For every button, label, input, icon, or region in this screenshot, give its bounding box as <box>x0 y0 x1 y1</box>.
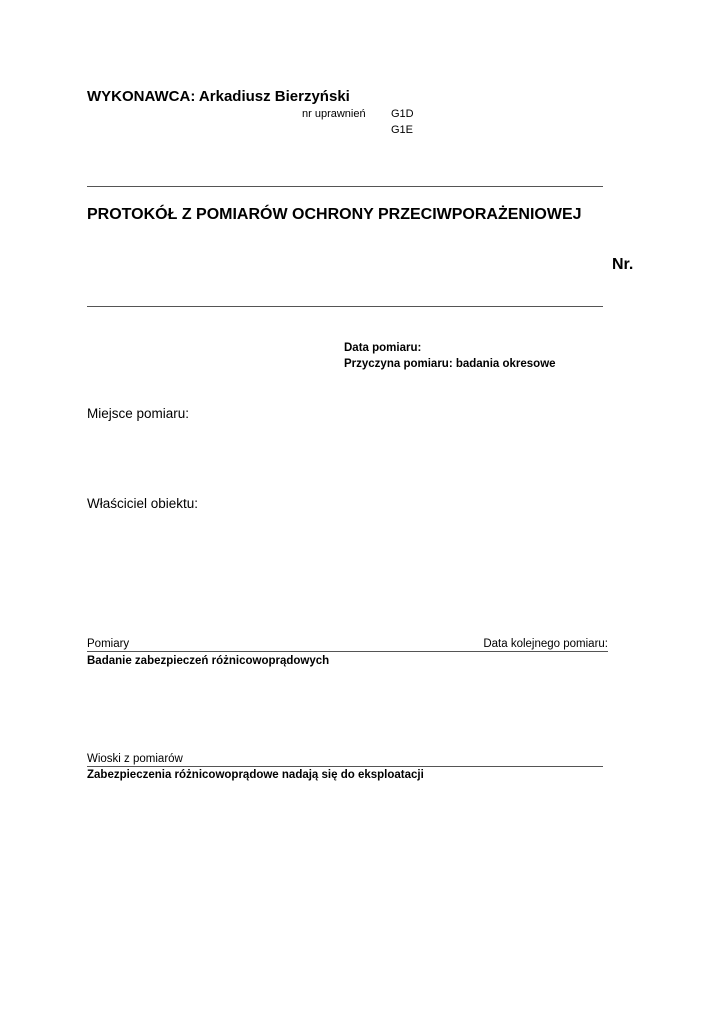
divider-middle <box>87 306 603 307</box>
license-code-1: G1D <box>391 108 414 120</box>
license-code-2: G1E <box>391 124 414 136</box>
next-measurement-date-label: Data kolejnego pomiaru: <box>483 638 608 650</box>
measurement-reason: Przyczyna pomiaru: badania okresowe <box>344 358 556 370</box>
conclusions-label: Wioski z pomiarów <box>87 753 183 765</box>
measurement-place-label: Miejsce pomiaru: <box>87 406 190 421</box>
measurements-label: Pomiary <box>87 638 130 650</box>
conclusions-header-row <box>87 751 603 767</box>
license-label: nr uprawnień <box>302 108 366 120</box>
contractor-name: WYKONAWCA: Arkadiusz Bierzyński <box>87 88 350 105</box>
measurements-header-row <box>87 636 608 652</box>
object-owner-label: Właściciel obiektu: <box>87 496 199 511</box>
protocol-number-label: Nr. <box>612 256 634 273</box>
document-title: PROTOKÓŁ Z POMIARÓW OCHRONY PRZECIWPORAŻENIOWEJ <box>87 206 582 223</box>
measurement-date-label: Data pomiaru: <box>344 342 422 354</box>
measurement-item: Badanie zabezpieczeń różnicowoprądowych <box>87 655 330 667</box>
divider-top <box>87 186 603 187</box>
conclusion-text: Zabezpieczenia różnicowoprądowe nadają się do eksploatacji <box>87 769 424 781</box>
